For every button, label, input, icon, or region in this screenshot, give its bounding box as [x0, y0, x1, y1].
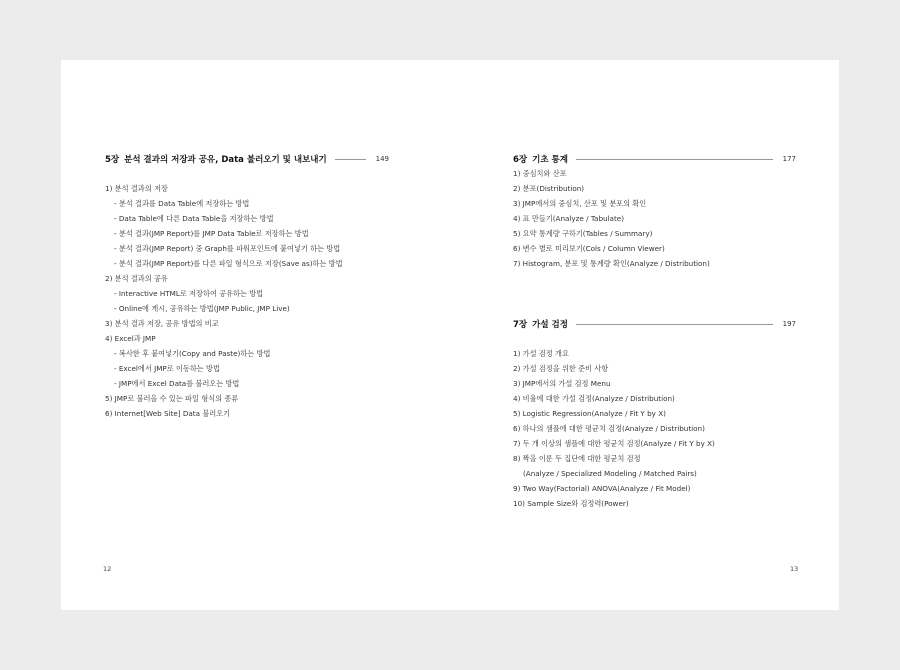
page-number-right: 13	[790, 565, 799, 573]
toc-item: 5) 요약 통계량 구하기(Tables / Summary)	[513, 229, 653, 238]
toc-subitem: - 분석 결과(JMP Report)를 JMP Data Table로 저장하는 방법	[114, 229, 309, 238]
toc-item: 1) 중심치와 산포	[513, 169, 567, 178]
chapter-page-number: 177	[782, 155, 796, 163]
toc-subitem: - Excel에서 JMP로 이동하는 방법	[114, 364, 220, 373]
toc-item: 7) Histogram, 분포 및 통계량 확인(Analyze / Distribution)	[513, 259, 710, 268]
toc-item: 10) Sample Size와 검정력(Power)	[513, 499, 629, 508]
toc-subitem: - Interactive HTML로 저장하여 공유하는 방법	[114, 289, 264, 298]
left-page	[61, 60, 450, 610]
toc-item: 6) 하나의 샘플에 대한 평균치 검정(Analyze / Distribution)	[513, 424, 705, 433]
toc-item: 8) 짝을 이룬 두 집단에 대한 평균치 검정	[513, 454, 641, 463]
toc-item: 7) 두 개 이상의 샘플에 대한 평균치 검정(Analyze / Fit Y by X)	[513, 439, 715, 448]
toc-item: 6) 변수 별로 미리보기(Cols / Column Viewer)	[513, 244, 665, 253]
toc-item: 2) 분포(Distribution)	[513, 184, 585, 193]
toc-subitem: - 분석 결과(JMP Report)를 다른 파일 형식으로 저장(Save as)하는 방법	[114, 259, 343, 268]
chapter-6-heading	[513, 152, 796, 166]
toc-item: 1) 가설 검정 개요	[513, 349, 569, 358]
toc-item: 3) JMP에서의 가설 검정 Menu	[513, 379, 611, 388]
toc-subitem: - 분석 결과를 Data Table에 저장하는 방법	[114, 199, 250, 208]
chapter-number: 5장	[105, 155, 120, 165]
chapter-7-heading	[513, 317, 796, 331]
right-page	[450, 60, 839, 610]
toc-item: 4) Excel과 JMP	[105, 334, 156, 343]
leader-rule	[576, 159, 773, 160]
chapter-title: 가설 검정	[532, 320, 568, 330]
toc-item: 4) 비율에 대한 가설 검정(Analyze / Distribution)	[513, 394, 675, 403]
toc-item: 3) 분석 결과 저장, 공유 방법의 비교	[105, 319, 219, 328]
toc-item: 6) Internet[Web Site] Data 불러오기	[105, 409, 231, 418]
chapter-number: 6장	[513, 155, 528, 165]
toc-subitem: - JMP에서 Excel Data를 불러오는 방법	[114, 379, 240, 388]
leader-rule	[576, 324, 773, 325]
chapter-7-contents	[513, 346, 715, 511]
chapter-5-heading	[105, 152, 389, 166]
chapter-5-contents	[105, 181, 343, 421]
toc-subitem: - 분석 결과(JMP Report) 중 Graph를 파워포인트에 붙여넣기 하는 방법	[114, 244, 341, 253]
toc-item: 3) JMP에서의 중심치, 산포 및 분포의 확인	[513, 199, 647, 208]
toc-subitem: - 복사한 후 붙여넣기(Copy and Paste)하는 방법	[114, 349, 271, 358]
toc-item-continuation: (Analyze / Specialized Modeling / Matched Pairs)	[523, 469, 697, 478]
toc-item: 9) Two Way(Factorial) ANOVA(Analyze / Fit Model)	[513, 484, 691, 493]
toc-item: 4) 표 만들기(Analyze / Tabulate)	[513, 214, 625, 223]
chapter-number: 7장	[513, 320, 528, 330]
chapter-page-number: 197	[782, 320, 796, 328]
toc-item: 1) 분석 결과의 저장	[105, 184, 168, 193]
chapter-6-contents	[513, 166, 710, 271]
leader-rule	[335, 159, 366, 160]
book-spread	[61, 60, 839, 610]
toc-subitem: - Online에 게시, 공유하는 방법(JMP Public, JMP Live)	[114, 304, 290, 313]
toc-item: 5) Logistic Regression(Analyze / Fit Y by X)	[513, 409, 666, 418]
chapter-title: 분석 결과의 저장과 공유, Data 불러오기 및 내보내기	[124, 155, 327, 165]
toc-item: 2) 가설 검정을 위한 준비 사항	[513, 364, 609, 373]
page-number-left: 12	[103, 565, 112, 573]
toc-item: 5) JMP로 불러올 수 있는 파일 형식의 종류	[105, 394, 239, 403]
toc-subitem: - Data Table에 다른 Data Table을 저장하는 방법	[114, 214, 274, 223]
toc-item: 2) 분석 결과의 공유	[105, 274, 168, 283]
chapter-page-number: 149	[375, 155, 389, 163]
chapter-title: 기초 통계	[532, 155, 568, 165]
